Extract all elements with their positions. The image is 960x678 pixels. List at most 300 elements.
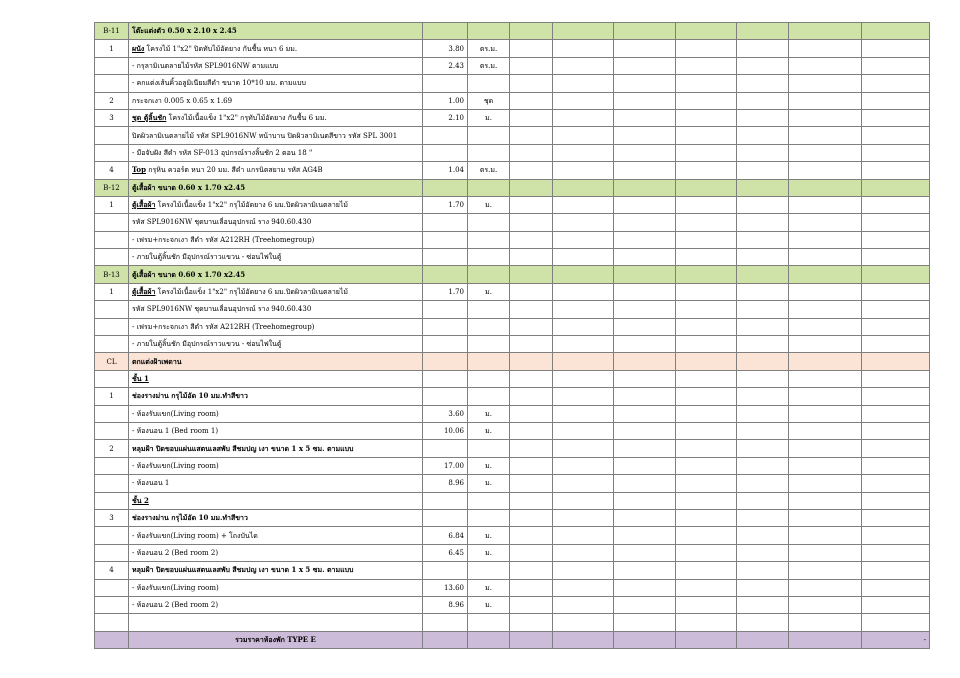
description-text: - ภายในตู้ลิ้นชัก มีอุปกรณ์ราวแขวน - ซ่อนไฟในตู้: [132, 340, 282, 349]
price-cell: [737, 214, 789, 231]
description-text: - ห้องรับแขก(Living room): [132, 583, 219, 592]
price-cell: [614, 353, 676, 370]
price-cell: [789, 23, 862, 40]
price-cell: [614, 249, 676, 266]
unit-cell: [468, 127, 510, 144]
price-cell: [789, 92, 862, 109]
price-cell: [676, 579, 737, 596]
price-cell: [862, 405, 930, 422]
price-cell: [789, 579, 862, 596]
price-cell: [737, 23, 789, 40]
price-cell: [510, 75, 553, 92]
description-cell: [129, 109, 423, 126]
description-cell: [129, 336, 423, 353]
item-lead-label: Top: [132, 165, 146, 175]
price-cell: [737, 231, 789, 248]
price-cell: [789, 475, 862, 492]
item-lead-label: ชุด ตู้ลิ้นชัก: [132, 113, 167, 123]
price-cell: [862, 509, 930, 526]
description-cell: [129, 249, 423, 266]
unit-cell: ม.: [468, 579, 510, 596]
price-cell: [862, 92, 930, 109]
price-cell: [789, 353, 862, 370]
price-cell: [789, 249, 862, 266]
description-text: ช่องรางม่าน กรุไม้อัด 10 มม.ทำสีขาว: [132, 513, 248, 523]
table-row: [95, 196, 930, 213]
price-cell: [614, 527, 676, 544]
price-cell: [862, 440, 930, 457]
price-cell: [553, 249, 614, 266]
description-cell: [129, 144, 423, 161]
price-cell: [553, 527, 614, 544]
total-label: รวมราคาห้องพัก TYPE E: [129, 631, 423, 648]
price-cell: [676, 405, 737, 422]
table-row: [95, 544, 930, 561]
price-cell: [614, 614, 676, 631]
description-text: หลุมฝ้า ปิดขอบแผ่นแสตนเลสพับ สีชมปญ เงา ขนาด 1 x 5 ซม. ตามแบบ: [132, 443, 354, 453]
unit-cell: ม.: [468, 109, 510, 126]
description-text: รหัส SPL9016NW ชุดบานเลื่อนอุปกรณ์ ราง 940.60.430: [132, 305, 312, 314]
price-cell: [553, 544, 614, 561]
price-cell: [862, 388, 930, 405]
description-cell: [129, 422, 423, 439]
price-cell: [510, 57, 553, 74]
table-row: [95, 179, 930, 196]
price-cell: [789, 144, 862, 161]
quantity-cell: [423, 301, 468, 318]
quantity-cell: [423, 179, 468, 196]
table-row: [95, 370, 930, 387]
price-cell: [862, 162, 930, 179]
description-cell: [129, 579, 423, 596]
description-cell: [129, 266, 423, 283]
table-row: [95, 353, 930, 370]
quantity-cell: [423, 318, 468, 335]
description-text: - มือจับฝัง สีดำ รหัส SF-013 อุปกรณ์รางลิ้นชัก 2 ตอน 18 ": [132, 148, 313, 157]
price-cell: [614, 370, 676, 387]
quantity-cell: 17.00: [423, 457, 468, 474]
price-cell: [862, 249, 930, 266]
table-row: [95, 144, 930, 161]
price-cell: [553, 405, 614, 422]
price-cell: [676, 196, 737, 213]
price-cell: [737, 92, 789, 109]
price-cell: [510, 336, 553, 353]
price-cell: [553, 492, 614, 509]
price-cell: [789, 544, 862, 561]
item-number-cell: 4: [95, 562, 129, 579]
quantity-cell: [423, 231, 468, 248]
item-number-cell: [95, 127, 129, 144]
description-text: - คกแต่งเส้นคิ้วอลูมิเนียมสีดำ ขนาด 10*10 มม. ตามแบบ: [132, 79, 307, 88]
unit-cell: ม.: [468, 527, 510, 544]
description-cell: [129, 283, 423, 300]
price-cell: [614, 57, 676, 74]
price-cell: [789, 40, 862, 57]
unit-cell: ตร.ม.: [468, 57, 510, 74]
table-row: [95, 266, 930, 283]
description-text: - ห้องนอน 1: [132, 479, 170, 488]
table-row: [95, 405, 930, 422]
price-cell: [737, 422, 789, 439]
price-cell: [737, 249, 789, 266]
item-number-cell: [95, 231, 129, 248]
quantity-cell: 3.80: [423, 40, 468, 57]
total-price-cell: [614, 631, 676, 648]
price-cell: [737, 179, 789, 196]
price-cell: [789, 492, 862, 509]
price-cell: [614, 266, 676, 283]
item-number-cell: 1: [95, 283, 129, 300]
quantity-cell: 3.60: [423, 405, 468, 422]
price-cell: [862, 457, 930, 474]
description-cell: [129, 75, 423, 92]
price-cell: [553, 283, 614, 300]
unit-cell: ม.: [468, 283, 510, 300]
price-cell: [510, 231, 553, 248]
price-cell: [614, 214, 676, 231]
price-cell: [510, 127, 553, 144]
price-cell: [676, 249, 737, 266]
price-cell: [862, 562, 930, 579]
price-cell: [676, 214, 737, 231]
price-cell: [614, 40, 676, 57]
price-cell: [553, 457, 614, 474]
price-cell: [676, 509, 737, 526]
price-cell: [553, 40, 614, 57]
item-lead-label: ตู้เสื้อผ้า: [132, 287, 156, 297]
description-cell: [129, 457, 423, 474]
description-cell: [129, 231, 423, 248]
price-cell: [737, 405, 789, 422]
price-cell: [862, 109, 930, 126]
item-number-cell: [95, 614, 129, 631]
price-cell: [862, 301, 930, 318]
price-cell: [789, 196, 862, 213]
price-cell: [789, 614, 862, 631]
unit-cell: [468, 23, 510, 40]
price-cell: [676, 92, 737, 109]
table-row: [95, 92, 930, 109]
description-cell: [129, 370, 423, 387]
quantity-cell: 13.60: [423, 579, 468, 596]
price-cell: [614, 127, 676, 144]
price-cell: [553, 579, 614, 596]
price-cell: [789, 231, 862, 248]
price-cell: [510, 509, 553, 526]
price-cell: [789, 405, 862, 422]
price-cell: [510, 457, 553, 474]
description-text: - ห้องนอน 2 (Bed room 2): [132, 601, 219, 610]
price-cell: [553, 127, 614, 144]
price-cell: [553, 440, 614, 457]
table-row: [95, 57, 930, 74]
price-cell: [614, 318, 676, 335]
quantity-cell: [423, 388, 468, 405]
description-cell: [129, 301, 423, 318]
description-text: โครงไม้เนื้อแข็ง 1"x2" กรุไม้อัดยาง 6 มม.ปิดผิวลามิเนตลายไม้: [155, 201, 349, 210]
price-cell: [614, 23, 676, 40]
price-cell: [510, 388, 553, 405]
table-row: [95, 162, 930, 179]
price-cell: [510, 318, 553, 335]
table-row: [95, 40, 930, 57]
unit-cell: ม.: [468, 544, 510, 561]
price-cell: [789, 162, 862, 179]
price-cell: [862, 231, 930, 248]
description-cell: [129, 596, 423, 613]
price-cell: [789, 370, 862, 387]
table-row: [95, 527, 930, 544]
quantity-cell: [423, 492, 468, 509]
table-row: [95, 283, 930, 300]
price-cell: [676, 162, 737, 179]
price-cell: [676, 353, 737, 370]
price-cell: [676, 318, 737, 335]
total-row: [95, 631, 930, 648]
price-cell: [789, 562, 862, 579]
unit-cell: [468, 509, 510, 526]
price-cell: [676, 283, 737, 300]
price-cell: [737, 614, 789, 631]
quantity-cell: 8.96: [423, 596, 468, 613]
price-cell: [614, 405, 676, 422]
price-cell: [737, 301, 789, 318]
unit-cell: [468, 301, 510, 318]
unit-cell: [468, 318, 510, 335]
table-body: [95, 23, 930, 649]
price-cell: [553, 475, 614, 492]
price-cell: [614, 144, 676, 161]
quantity-cell: [423, 336, 468, 353]
quantity-cell: [423, 23, 468, 40]
price-cell: [676, 127, 737, 144]
quantity-cell: 6.45: [423, 544, 468, 561]
price-cell: [614, 162, 676, 179]
price-cell: [614, 109, 676, 126]
price-cell: [510, 405, 553, 422]
unit-cell: ชุด: [468, 92, 510, 109]
item-number-cell: [95, 301, 129, 318]
total-price-cell: [423, 631, 468, 648]
price-cell: [789, 57, 862, 74]
table-row: [95, 249, 930, 266]
price-cell: [676, 596, 737, 613]
price-cell: [614, 422, 676, 439]
description-text: ตู้เสื้อผ้า ขนาด 0.60 x 1.70 x2.45: [132, 182, 246, 192]
price-cell: [510, 162, 553, 179]
unit-cell: [468, 214, 510, 231]
description-cell: [129, 544, 423, 561]
description-cell: [129, 179, 423, 196]
item-number-cell: [95, 475, 129, 492]
price-cell: [510, 596, 553, 613]
price-cell: [510, 92, 553, 109]
price-cell: [789, 283, 862, 300]
price-cell: [553, 562, 614, 579]
price-cell: [862, 614, 930, 631]
quantity-cell: 1.04: [423, 162, 468, 179]
price-cell: [737, 57, 789, 74]
price-cell: [553, 196, 614, 213]
quantity-cell: [423, 127, 468, 144]
item-number-cell: [95, 527, 129, 544]
description-text: ตู้เสื้อผ้า ขนาด 0.60 x 1.70 x2.45: [132, 269, 246, 279]
description-cell: [129, 92, 423, 109]
unit-cell: [468, 144, 510, 161]
description-cell: [129, 562, 423, 579]
price-cell: [737, 527, 789, 544]
price-cell: [737, 492, 789, 509]
item-number-cell: 1: [95, 40, 129, 57]
item-number-cell: [95, 214, 129, 231]
description-cell: [129, 492, 423, 509]
price-cell: [789, 301, 862, 318]
description-text: ชั้น 2: [132, 495, 149, 505]
price-cell: [510, 440, 553, 457]
item-number-cell: B-13: [95, 266, 129, 283]
price-cell: [614, 457, 676, 474]
price-cell: [862, 422, 930, 439]
quantity-cell: [423, 353, 468, 370]
item-number-cell: [95, 544, 129, 561]
description-text: โครงไม้เนื้อแข็ง 1"x2" กรุไม้อัดยาง 6 มม.ปิดผิวลามิเนตลายไม้: [155, 288, 349, 297]
item-number-cell: 2: [95, 440, 129, 457]
unit-cell: [468, 231, 510, 248]
price-cell: [510, 370, 553, 387]
description-text: - ห้องนอน 1 (Bed room 1): [132, 427, 219, 436]
price-cell: [676, 57, 737, 74]
quantity-cell: [423, 370, 468, 387]
price-cell: [510, 144, 553, 161]
price-cell: [789, 457, 862, 474]
description-text: หลุมฝ้า ปิดขอบแผ่นแสตนเลสพับ สีชมปญ เงา ขนาด 1 x 5 ซม. ตามแบบ: [132, 565, 354, 575]
price-cell: [553, 422, 614, 439]
price-cell: [737, 353, 789, 370]
item-number-cell: B-12: [95, 179, 129, 196]
description-text: - ห้องนอน 2 (Bed room 2): [132, 548, 219, 557]
description-text: - ห้องรับแขก(Living room): [132, 409, 219, 418]
table-row: [95, 422, 930, 439]
quantity-cell: [423, 562, 468, 579]
price-cell: [553, 144, 614, 161]
price-cell: [510, 266, 553, 283]
price-cell: [510, 179, 553, 196]
price-cell: [862, 596, 930, 613]
table-row: [95, 492, 930, 509]
table-row: [95, 231, 930, 248]
price-cell: [676, 144, 737, 161]
price-cell: [737, 318, 789, 335]
price-cell: [737, 509, 789, 526]
description-text: รหัส SPL9016NW ชุดบานเลื่อนอุปกรณ์ ราง 940.60.430: [132, 218, 312, 227]
price-cell: [510, 562, 553, 579]
price-cell: [676, 544, 737, 561]
item-number-cell: [95, 144, 129, 161]
description-text: - ห้องรับแขก(Living room): [132, 461, 219, 470]
total-price-cell: [737, 631, 789, 648]
price-cell: [510, 249, 553, 266]
description-text: ชั้น 1: [132, 374, 149, 383]
price-cell: [553, 266, 614, 283]
price-cell: [553, 388, 614, 405]
item-number-cell: 1: [95, 196, 129, 213]
quantity-cell: 1.00: [423, 92, 468, 109]
unit-cell: ม.: [468, 457, 510, 474]
price-cell: [737, 370, 789, 387]
price-cell: [510, 492, 553, 509]
price-cell: [737, 127, 789, 144]
unit-cell: [468, 614, 510, 631]
price-cell: [737, 596, 789, 613]
price-cell: [510, 23, 553, 40]
price-cell: [676, 75, 737, 92]
price-cell: [862, 144, 930, 161]
description-cell: [129, 127, 423, 144]
price-cell: [510, 40, 553, 57]
table-row: [95, 562, 930, 579]
price-cell: [862, 23, 930, 40]
item-number-cell: 4: [95, 162, 129, 179]
price-cell: [676, 40, 737, 57]
price-cell: [676, 457, 737, 474]
price-cell: [676, 109, 737, 126]
price-cell: [510, 109, 553, 126]
price-cell: [789, 596, 862, 613]
table-row: [95, 388, 930, 405]
description-cell: [129, 214, 423, 231]
price-cell: [862, 127, 930, 144]
price-cell: [676, 336, 737, 353]
price-cell: [676, 23, 737, 40]
price-cell: [737, 196, 789, 213]
price-cell: [737, 283, 789, 300]
price-cell: [862, 266, 930, 283]
item-number-cell: [95, 596, 129, 613]
price-cell: [789, 266, 862, 283]
description-text: ปิดผิวลามิเนตลายไม้ รหัส SPL9016NW หน้าบาน ปิดผิวลามิเนตสีขาว รหัส SPL 3001: [132, 131, 398, 140]
item-number-cell: 1: [95, 388, 129, 405]
price-cell: [553, 353, 614, 370]
price-cell: [789, 109, 862, 126]
table-row: [95, 475, 930, 492]
quantity-cell: [423, 75, 468, 92]
price-cell: [614, 509, 676, 526]
price-cell: [862, 283, 930, 300]
table-row: [95, 579, 930, 596]
price-cell: [862, 57, 930, 74]
price-cell: [553, 179, 614, 196]
item-number-cell: [95, 57, 129, 74]
item-number-cell: [95, 75, 129, 92]
table-row: [95, 440, 930, 457]
unit-cell: ม.: [468, 405, 510, 422]
price-cell: [862, 492, 930, 509]
price-cell: [553, 318, 614, 335]
table-row: [95, 23, 930, 40]
table-row: [95, 336, 930, 353]
description-text: ช่องรางม่าน กรุไม้อัด 10 มม.ทำสีขาว: [132, 391, 248, 401]
table-row: [95, 109, 930, 126]
item-number-cell: [95, 457, 129, 474]
table-row: [95, 127, 930, 144]
price-cell: [737, 75, 789, 92]
price-cell: [510, 527, 553, 544]
boq-table: [94, 22, 930, 649]
description-cell: [129, 353, 423, 370]
price-cell: [614, 544, 676, 561]
price-cell: [614, 475, 676, 492]
